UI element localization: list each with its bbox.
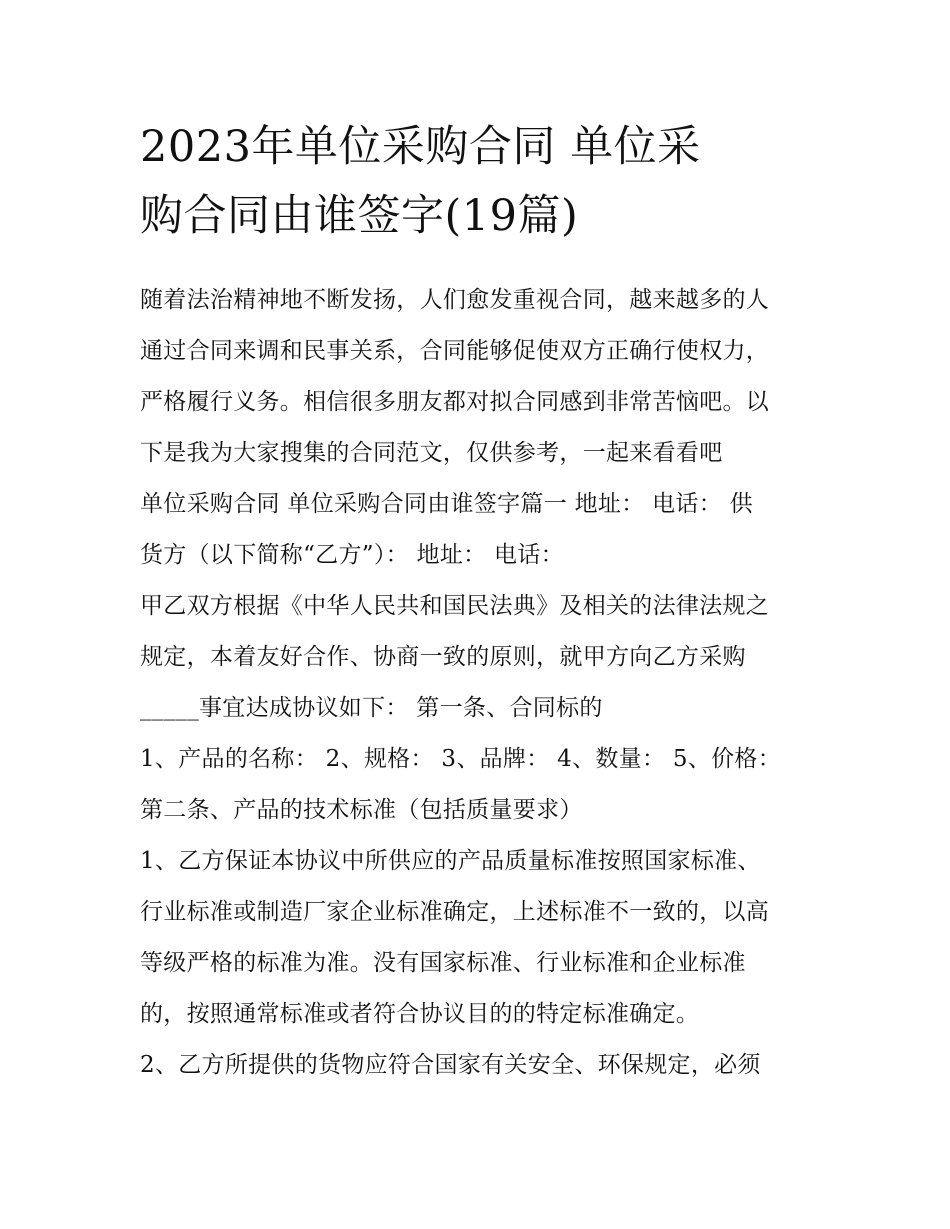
body-line: 1、乙方保证本协议中所供应的产品质量标准按照国家标准、: [140, 848, 761, 874]
body-line: 2、乙方所提供的货物应符合国家有关安全、环保规定，必须: [140, 1052, 761, 1078]
body-line: 货方（以下简称“乙方”）： 地址： 电话：: [140, 542, 564, 568]
title-line-2: 购合同由谁签字(19篇): [140, 191, 579, 241]
body-line: 通过合同来调和民事关系，合同能够促使双方正确行使权力，: [140, 338, 770, 364]
body-line: 下是我为大家搜集的合同范文，仅供参考，一起来看看吧: [140, 440, 723, 466]
title-line-1: 2023年单位采购合同 单位采: [140, 122, 701, 172]
body-line: 第二条、产品的技术标准（包括质量要求）: [140, 797, 583, 823]
body-line: 单位采购合同 单位采购合同由谁签字篇一 地址： 电话： 供: [140, 491, 753, 517]
body-line: 的，按照通常标准或者符合协议目的的特定标准确定。: [140, 1001, 700, 1027]
body-line: 严格履行义务。相信很多朋友都对拟合同感到非常苦恼吧。以: [140, 389, 770, 415]
body-line: 随着法治精神地不断发扬，人们愈发重视合同，越来越多的人: [140, 287, 770, 313]
body-line: 甲乙双方根据《中华人民共和国民法典》及相关的法律法规之: [140, 593, 770, 619]
body-line: 等级严格的标准为准。没有国家标准、行业标准和企业标准: [140, 950, 746, 976]
document-body: [140, 275, 820, 1091]
body-line: 行业标准或制造厂家企业标准确定，上述标准不一致的，以高: [140, 899, 770, 925]
body-line: 规定，本着友好合作、协商一致的原则，就甲方向乙方采购: [140, 644, 746, 670]
body-line: _____事宜达成协议如下： 第一条、合同标的: [140, 695, 603, 721]
document-title: [140, 113, 820, 251]
body-line: 1、产品的名称： 2、规格： 3、品牌： 4、数量： 5、价格：: [140, 746, 782, 772]
